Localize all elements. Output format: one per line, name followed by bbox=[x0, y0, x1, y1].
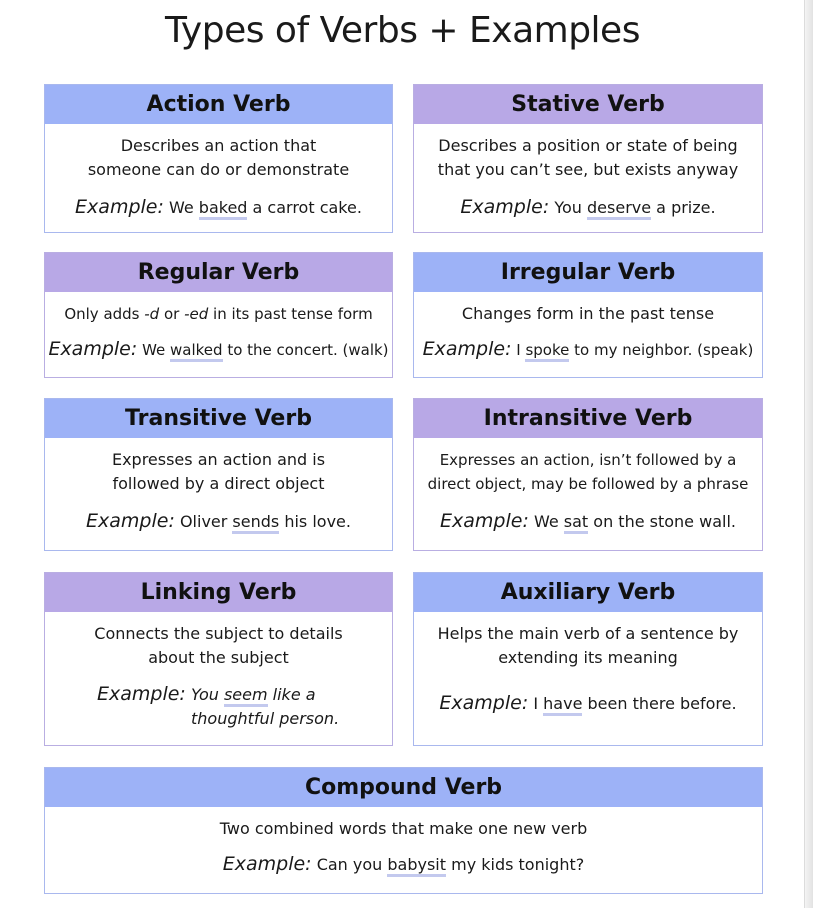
description-line: Expresses an action and is bbox=[111, 450, 326, 469]
card-description bbox=[414, 302, 762, 326]
example-text: his love. bbox=[279, 512, 351, 531]
card-example bbox=[45, 510, 392, 532]
card-description bbox=[45, 134, 392, 182]
highlighted-verb: sends bbox=[232, 512, 279, 534]
description-line: Connects the subject to details bbox=[94, 624, 343, 643]
example-label: Example: bbox=[439, 692, 529, 714]
example-text: You bbox=[554, 198, 588, 217]
card-example bbox=[414, 196, 762, 218]
compound-verb-card bbox=[44, 767, 763, 894]
card-description bbox=[45, 622, 392, 670]
card-example bbox=[414, 510, 762, 532]
regular-verb-card bbox=[44, 252, 393, 378]
card-example bbox=[414, 338, 762, 360]
description-line: Expresses an action, isn’t followed by a bbox=[439, 451, 737, 469]
card-heading: Auxiliary Verb bbox=[414, 573, 762, 612]
description-line: Describes an action that bbox=[120, 136, 317, 155]
card-description bbox=[45, 448, 392, 496]
description-line: Changes form in the past tense bbox=[461, 304, 715, 323]
transitive-verb-card bbox=[44, 398, 393, 551]
example-text: Oliver bbox=[179, 512, 233, 531]
example-text: Can you bbox=[316, 855, 388, 874]
description-line: about the subject bbox=[148, 648, 289, 667]
card-heading: Transitive Verb bbox=[45, 399, 392, 438]
card-description bbox=[414, 448, 762, 496]
card-heading: Compound Verb bbox=[45, 768, 762, 807]
example-label: Example: bbox=[75, 196, 164, 218]
description-text: Only adds bbox=[64, 305, 145, 323]
example-label: Example: bbox=[86, 510, 175, 532]
card-heading: Intransitive Verb bbox=[414, 399, 762, 438]
description-line: followed by a direct object bbox=[112, 474, 325, 493]
example-text: to the concert. (walk) bbox=[222, 341, 389, 359]
example-text: been there before. bbox=[582, 694, 737, 713]
card-example bbox=[45, 196, 392, 218]
example-text: We bbox=[168, 198, 199, 217]
card-heading: Irregular Verb bbox=[414, 253, 762, 292]
highlighted-verb: sat bbox=[564, 512, 588, 534]
example-text: a carrot cake. bbox=[247, 198, 362, 217]
card-example bbox=[45, 338, 392, 360]
card-heading: Regular Verb bbox=[45, 253, 392, 292]
example-text: my kids tonight? bbox=[446, 855, 585, 874]
card-example bbox=[414, 692, 762, 714]
example-text: on the stone wall. bbox=[588, 512, 736, 531]
stative-verb-card bbox=[413, 84, 763, 233]
action-verb-card bbox=[44, 84, 393, 233]
example-text: to my neighbor. (speak) bbox=[569, 341, 754, 359]
description-line: Describes a position or state of being bbox=[438, 136, 738, 155]
card-example bbox=[45, 682, 392, 731]
example-text: like a bbox=[267, 685, 316, 704]
example-text: We bbox=[533, 512, 564, 531]
example-text: I bbox=[516, 341, 526, 359]
highlighted-verb: baked bbox=[199, 198, 248, 220]
description-line: extending its meaning bbox=[498, 648, 678, 667]
highlighted-verb: have bbox=[543, 694, 582, 716]
example-label: Example: bbox=[48, 338, 138, 360]
description-text: in its past tense form bbox=[208, 305, 373, 323]
card-description bbox=[414, 622, 762, 670]
card-description bbox=[45, 302, 392, 326]
description-line: that you can’t see, but exists anyway bbox=[437, 160, 739, 179]
example-label: Example: bbox=[422, 338, 512, 360]
page-edge bbox=[804, 0, 813, 908]
card-example bbox=[45, 853, 762, 875]
intransitive-verb-card bbox=[413, 398, 763, 551]
page-title: Types of Verbs + Examples bbox=[165, 10, 640, 51]
card-heading: Linking Verb bbox=[45, 573, 392, 612]
description-line: someone can do or demonstrate bbox=[87, 160, 350, 179]
description-line: direct object, may be followed by a phrase bbox=[427, 475, 749, 493]
example-label: Example: bbox=[460, 196, 550, 218]
example-text: You bbox=[190, 685, 224, 704]
example-label: Example: bbox=[97, 683, 186, 705]
example-label: Example: bbox=[440, 510, 529, 532]
highlighted-verb: seem bbox=[224, 685, 268, 707]
suffix-ed: -ed bbox=[184, 305, 209, 323]
example-text: a prize. bbox=[651, 198, 716, 217]
irregular-verb-card bbox=[413, 252, 763, 378]
auxiliary-verb-card bbox=[413, 572, 763, 746]
card-description bbox=[414, 134, 762, 182]
description-line: Two combined words that make one new verb bbox=[219, 819, 588, 838]
description-text: or bbox=[159, 305, 185, 323]
example-text-line-2: thoughtful person. bbox=[191, 709, 340, 728]
highlighted-verb: walked bbox=[170, 341, 223, 362]
example-label: Example: bbox=[222, 853, 312, 875]
linking-verb-card bbox=[44, 572, 393, 746]
description-line: Helps the main verb of a sentence by bbox=[437, 624, 739, 643]
example-text: I bbox=[533, 694, 544, 713]
highlighted-verb: spoke bbox=[525, 341, 569, 362]
card-description bbox=[45, 817, 762, 841]
card-heading: Action Verb bbox=[45, 85, 392, 124]
card-heading: Stative Verb bbox=[414, 85, 762, 124]
highlighted-verb: babysit bbox=[387, 855, 446, 877]
highlighted-verb: deserve bbox=[587, 198, 651, 220]
suffix-d: -d bbox=[144, 305, 160, 323]
example-text: We bbox=[142, 341, 171, 359]
